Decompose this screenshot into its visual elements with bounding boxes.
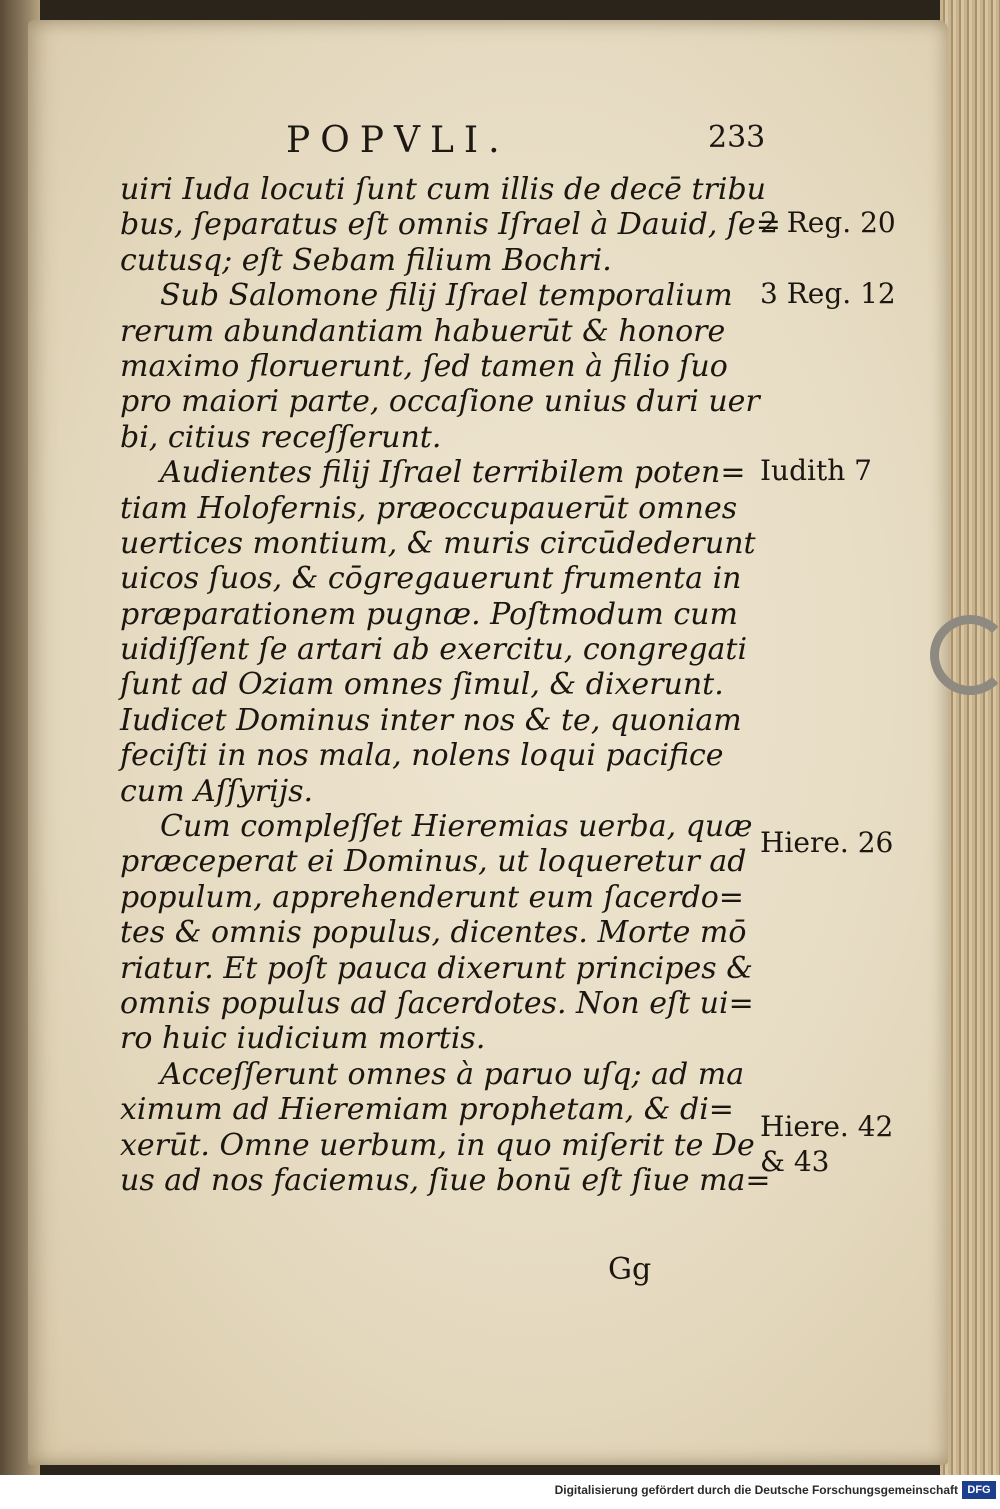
text-line: præparationem pugnæ. Poſtmodum cum — [120, 596, 738, 632]
margin-note: Iudith 7 — [760, 454, 872, 487]
text-line: rerum abundantiam habuerūt & honore — [120, 313, 726, 349]
footer-bar — [0, 1475, 1000, 1509]
text-line: riatur. Et poſt pauca dixerunt principes & — [120, 950, 753, 986]
text-line: ſunt ad Oziam omnes ſimul, & dixerunt. — [120, 667, 724, 703]
page-clip — [930, 615, 1000, 695]
main-text — [120, 172, 780, 1198]
text-line: uiri Iuda locuti ſunt cum illis de decē tribu — [120, 172, 766, 207]
text-line: uidiſſent ſe artari ab exercitu, congregati — [120, 632, 748, 668]
page-block-edges — [940, 0, 1000, 1475]
margin-note: 3 Reg. 12 — [760, 277, 896, 310]
margin-note: Hiere. 26 — [760, 826, 894, 859]
text-line: cutusq; eſt Sebam filium Bochri. — [120, 242, 612, 278]
text-line: præceperat ei Dominus, ut loqueretur ad — [120, 844, 747, 880]
text-line: tiam Holofernis, præoccupauerūt omnes — [120, 490, 738, 526]
text-line: xerūt. Omne uerbum, in quo miſerit te De — [120, 1127, 755, 1163]
text-line: uertices montium, & muris circūdederunt — [120, 525, 756, 561]
text-line: Sub Salomone filij Iſrael temporalium — [160, 278, 733, 314]
margin-note: Hiere. 42 — [760, 1110, 894, 1143]
text-line: Iudicet Dominus inter nos & te, quoniam — [120, 702, 742, 738]
signature-mark: Gg — [608, 1252, 652, 1287]
text-line: bus, ſeparatus eſt omnis Iſrael à Dauid, ſe= — [120, 207, 781, 243]
text-line: uicos ſuos, & cōgregauerunt frumenta in — [120, 561, 742, 597]
book-page — [28, 20, 948, 1465]
page-number: 233 — [708, 120, 766, 155]
text-line: feciſti in nos mala, nolens loqui pacifice — [120, 738, 724, 774]
text-line: Audientes filij Iſrael terribilem poten= — [160, 455, 746, 491]
text-line: Acceſſerunt omnes à paruo uſq; ad ma — [160, 1056, 745, 1092]
text-line: bi, citius receſſerunt. — [120, 419, 442, 455]
margin-note: 2 Reg. 20 — [760, 206, 896, 239]
text-line: maximo floruerunt, ſed tamen à filio ſuo — [120, 348, 728, 384]
text-line: us ad nos faciemus, ſiue bonū eſt ſiue ma= — [120, 1162, 771, 1198]
running-head: POPVLI. — [286, 120, 510, 161]
text-line: ximum ad Hieremiam prophetam, & di= — [120, 1092, 734, 1128]
page-header — [28, 120, 948, 160]
text-line: pro maiori parte, occaſione unius duri uer — [120, 384, 760, 420]
dfg-logo: DFG — [962, 1481, 996, 1499]
text-line: ro huic iudicium mortis. — [120, 1021, 486, 1057]
text-line: tes & omnis populus, dicentes. Morte mō — [120, 915, 747, 951]
margin-note: & 43 — [760, 1145, 830, 1178]
text-line: populum, apprehenderunt eum ſacerdo= — [120, 879, 744, 915]
text-line: omnis populus ad ſacerdotes. Non eſt ui= — [120, 985, 754, 1021]
text-line: cum Aſſyrijs. — [120, 773, 314, 809]
funding-credit: Digitalisierung gefördert durch die Deutsche Forschungsgemeinschaft — [554, 1483, 958, 1497]
text-line: Cum compleſſet Hieremias uerba, quæ — [160, 809, 753, 845]
